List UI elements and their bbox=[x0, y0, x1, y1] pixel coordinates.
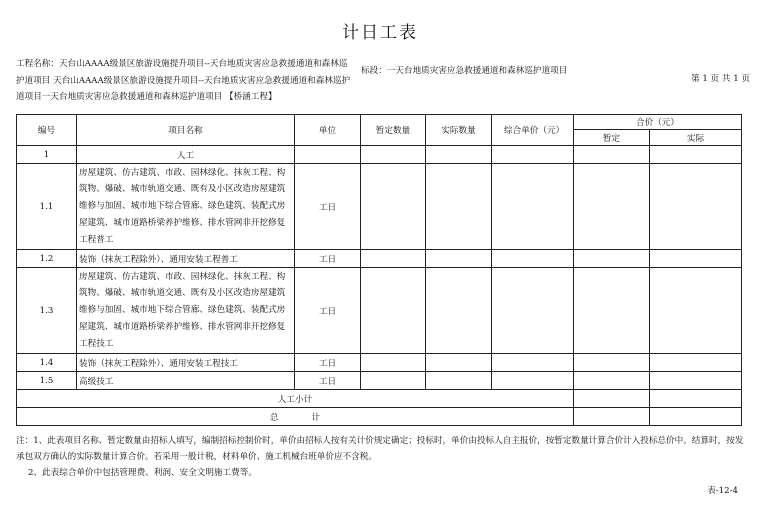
row-cell bbox=[650, 372, 742, 390]
row-cell bbox=[650, 354, 742, 372]
row-name: 房屋建筑、仿古建筑、市政、园林绿化、抹灰工程、构筑物、爆破、城市轨道交通、既有及小区改造房屋建筑维修与加固、城市地下综合管廊、绿色建筑、装配式房屋建筑、城市道路桥梁养护维修、排水管网非开挖修复工程普工 bbox=[77, 164, 295, 250]
row-cell bbox=[574, 268, 650, 354]
row-cell bbox=[426, 250, 492, 268]
header-name: 项目名称 bbox=[77, 115, 295, 146]
row-cell bbox=[492, 268, 574, 354]
row-cell bbox=[650, 408, 742, 426]
row-cell bbox=[426, 146, 492, 164]
row-no: 1.1 bbox=[17, 164, 77, 250]
table-row bbox=[17, 372, 742, 390]
row-cell bbox=[574, 390, 650, 408]
row-cell bbox=[574, 250, 650, 268]
row-cell bbox=[361, 146, 426, 164]
row-cell bbox=[426, 164, 492, 250]
row-unit: 工日 bbox=[295, 372, 361, 390]
row-name: 装饰（抹灰工程除外）、通用安装工程技工 bbox=[77, 354, 295, 372]
row-cell bbox=[361, 250, 426, 268]
table-row bbox=[17, 354, 742, 372]
section-label: 标段： bbox=[361, 66, 387, 76]
project-label: 工程名称： bbox=[16, 59, 59, 69]
header-tentative-qty: 暂定数量 bbox=[361, 115, 426, 146]
row-cell bbox=[574, 146, 650, 164]
row-cell bbox=[361, 354, 426, 372]
header-unit-price: 综合单价（元） bbox=[492, 115, 574, 146]
day-work-table bbox=[16, 114, 742, 426]
note-1: 注：1、此表项目名称、暂定数量由招标人填写，编制招标控制价时，单价由招标人按有关计价规定确定；投标时，单价由投标人自主报价，按暂定数量计算合价计入投标总价中。结算时，按发承包双方确认的实际数量计算合价。若采用一般计税，材料单价、施工机械台班单价应不含税。 bbox=[16, 436, 744, 462]
total-label: 总 计 bbox=[17, 408, 574, 426]
table-row bbox=[17, 146, 742, 164]
row-unit: 工日 bbox=[295, 250, 361, 268]
section-info bbox=[361, 63, 571, 80]
row-cell bbox=[426, 354, 492, 372]
notes bbox=[16, 433, 746, 481]
row-no: 1.2 bbox=[17, 250, 77, 268]
row-unit: 工日 bbox=[295, 268, 361, 354]
row-cell bbox=[574, 354, 650, 372]
page-info: 第 1 页 共 1 页 bbox=[691, 74, 750, 84]
row-cell bbox=[361, 164, 426, 250]
section-name: 一天台地质灾害应急救援通道和森林巡护道项目 bbox=[386, 66, 568, 76]
note-2: 2、此表综合单价中包括管理费、利润、安全文明施工费等。 bbox=[28, 468, 257, 478]
subtotal-label: 人工小计 bbox=[17, 390, 574, 408]
project-name: 天台山AAAA级景区旅游设施提升项目--天台地质灾害应急救援通道和森林巡护道项目 天台山AAAA级景区旅游设施提升项目--天台地质灾害应急救援通道和森林巡护道项目一天台地质灾害应急救援通道和森林巡护道项目 【桥涵工程】 bbox=[16, 59, 351, 102]
row-cell bbox=[426, 268, 492, 354]
row-cell bbox=[492, 146, 574, 164]
row-no: 1.4 bbox=[17, 354, 77, 372]
row-unit: 工日 bbox=[295, 164, 361, 250]
row-cell bbox=[492, 164, 574, 250]
row-cell bbox=[361, 372, 426, 390]
row-name: 房屋建筑、仿古建筑、市政、园林绿化、抹灰工程、构筑物、爆破、城市轨道交通、既有及小区改造房屋建筑维修与加固、城市地下综合管廊、绿色建筑、装配式房屋建筑、城市道路桥梁养护维修、排水管网非开挖修复工程技工 bbox=[77, 268, 295, 354]
row-name: 高级技工 bbox=[77, 372, 295, 390]
row-name: 人工 bbox=[77, 146, 295, 164]
total-row bbox=[17, 408, 742, 426]
row-cell bbox=[361, 268, 426, 354]
row-cell bbox=[492, 372, 574, 390]
row-cell bbox=[492, 250, 574, 268]
header-total-actual: 实际 bbox=[650, 130, 742, 146]
row-cell bbox=[650, 250, 742, 268]
row-no: 1.3 bbox=[17, 268, 77, 354]
header-total: 合价（元） bbox=[574, 115, 742, 130]
project-info bbox=[16, 56, 356, 106]
subtotal-row bbox=[17, 390, 742, 408]
header-total-tentative: 暂定 bbox=[574, 130, 650, 146]
row-cell bbox=[650, 164, 742, 250]
header-actual-qty: 实际数量 bbox=[426, 115, 492, 146]
header-unit: 单位 bbox=[295, 115, 361, 146]
row-no: 1 bbox=[17, 146, 77, 164]
row-no: 1.5 bbox=[17, 372, 77, 390]
row-cell bbox=[574, 408, 650, 426]
form-code: 表-12-4 bbox=[707, 486, 738, 496]
row-cell bbox=[650, 146, 742, 164]
header-no: 编号 bbox=[17, 115, 77, 146]
row-unit bbox=[295, 146, 361, 164]
row-cell bbox=[574, 372, 650, 390]
row-cell bbox=[650, 390, 742, 408]
row-unit: 工日 bbox=[295, 354, 361, 372]
row-name: 装饰（抹灰工程除外）、通用安装工程普工 bbox=[77, 250, 295, 268]
row-cell bbox=[650, 268, 742, 354]
page-title: 计日工表 bbox=[342, 23, 418, 43]
table-row bbox=[17, 164, 742, 250]
row-cell bbox=[492, 354, 574, 372]
row-cell bbox=[426, 372, 492, 390]
table-row bbox=[17, 268, 742, 354]
row-cell bbox=[574, 164, 650, 250]
table-row bbox=[17, 250, 742, 268]
